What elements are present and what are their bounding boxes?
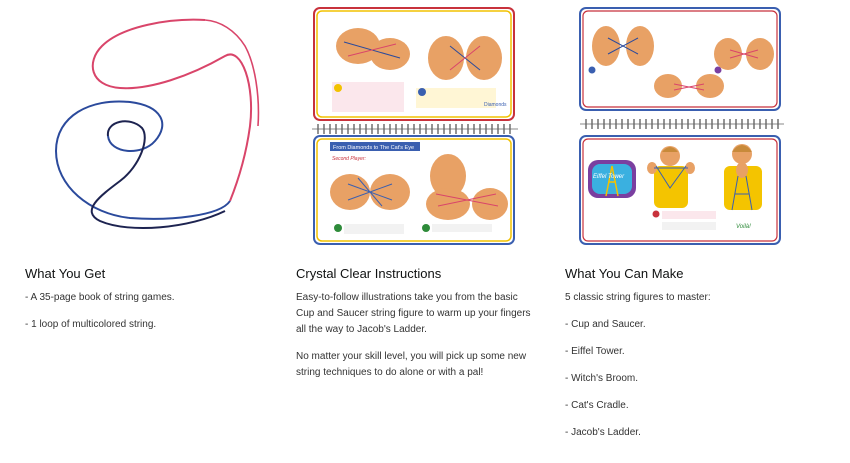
string-figures-image bbox=[578, 6, 790, 246]
section-line: - A 35-page book of string games. bbox=[25, 292, 175, 303]
instruction-book-illustration bbox=[308, 6, 522, 246]
eiffel-badge-text: Eiffel Tower bbox=[593, 174, 625, 180]
section-body bbox=[25, 290, 265, 344]
spiral-binding bbox=[312, 124, 518, 134]
string-figures-illustration bbox=[578, 6, 790, 246]
section-what-you-get bbox=[25, 0, 265, 463]
section-line: 5 classic string figures to master: bbox=[565, 292, 711, 303]
section-title: What You Get bbox=[25, 266, 106, 281]
section-title: What You Can Make bbox=[565, 266, 684, 281]
string-red-segment bbox=[93, 20, 251, 201]
section-line: - 1 loop of multicolored string. bbox=[25, 319, 157, 330]
section-line: - Eiffel Tower. bbox=[565, 346, 625, 357]
section-what-you-can-make bbox=[565, 0, 805, 463]
section-body bbox=[296, 290, 536, 392]
eiffel-tower-badge bbox=[588, 160, 636, 198]
book-step-text: Diamonds bbox=[484, 102, 507, 108]
section-line: - Jacob's Ladder. bbox=[565, 427, 641, 438]
section-line: No matter your skill level, you will pick up some new string techniques to do alone or with a pal! bbox=[296, 351, 527, 378]
section-line: - Cat's Cradle. bbox=[565, 400, 629, 411]
section-title: Crystal Clear Instructions bbox=[296, 266, 442, 281]
instruction-book-image bbox=[308, 6, 522, 246]
string-blue-segment bbox=[56, 101, 230, 218]
section-line: - Witch's Broom. bbox=[565, 373, 639, 384]
book-caption: Voilà! bbox=[736, 224, 751, 230]
string-loop-illustration bbox=[50, 6, 260, 246]
string-loop-image bbox=[50, 6, 260, 246]
section-body bbox=[565, 290, 805, 452]
section-line: - Cup and Saucer. bbox=[565, 319, 646, 330]
book-subheading: From Diamonds to The Cat's Eye bbox=[333, 145, 415, 151]
spiral-binding bbox=[580, 119, 784, 129]
section-line: Easy-to-follow illustrations take you from the basic Cup and Saucer string figure to warm up your fingers all the way to Jacob's Ladder. bbox=[296, 292, 531, 335]
book-sub-label: Second Player: bbox=[332, 156, 366, 162]
section-crystal-clear-instructions bbox=[296, 0, 540, 463]
